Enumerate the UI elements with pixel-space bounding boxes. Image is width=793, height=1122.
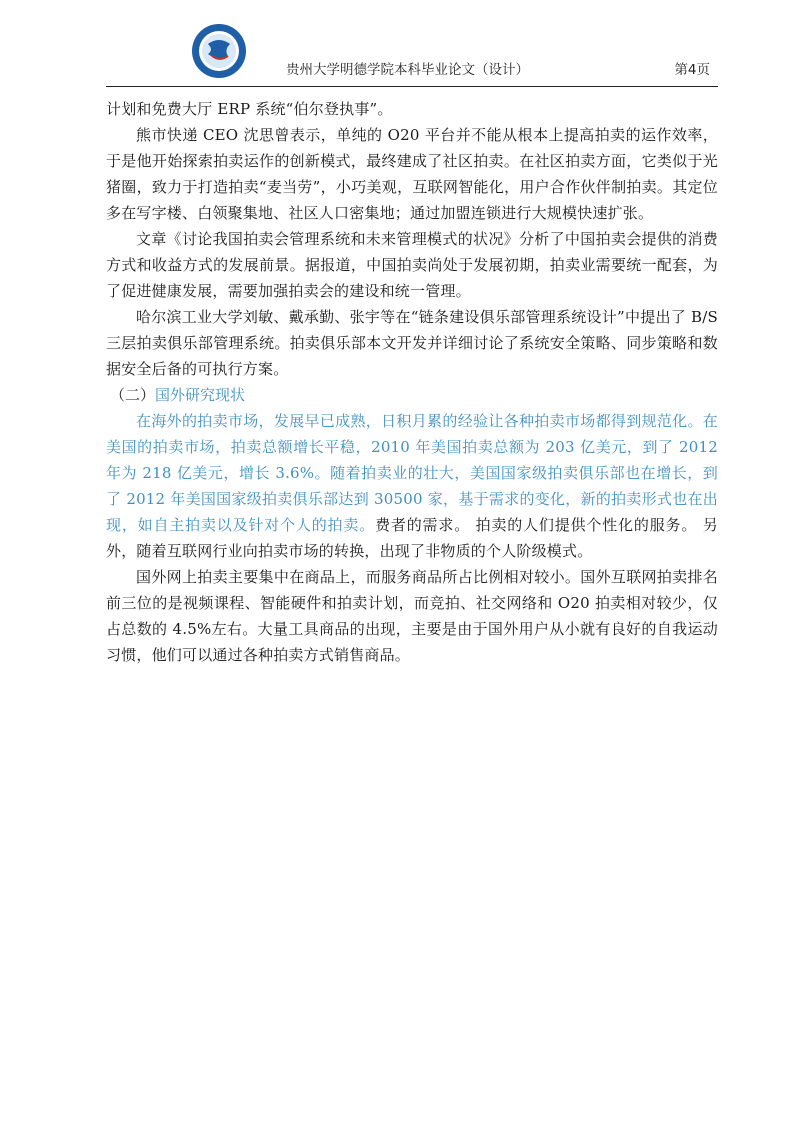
section-heading-text: 国外研究现状 xyxy=(155,386,246,404)
paragraph: 计划和免费大厅 ERP 系统“伯尔登执事”。 xyxy=(106,100,393,118)
paragraph: 熊市快递 CEO 沈思曾表示，单纯的 O20 平台并不能从根本上提高拍卖的运作效率，于是他开始探索拍卖运作的创新模式，最终建成了社区拍卖。在社区拍卖方面，它类似于光猪圈，致力于打造拍卖“麦当劳”，小巧美观，互联网智能化，用户合作伙伴制拍卖。其定位多在写字楼、白领聚集地、社区人口密集地；通过加盟连锁进行大规模快速扩张。 xyxy=(106,126,718,222)
paragraph: 国外网上拍卖主要集中在商品上，而服务商品所占比例相对较小。国外互联网拍卖排名前三位的是视频课程、智能硬件和拍卖计划，而竞拍、社交网络和 O20 拍卖相对较少，仅占总数的 4.5%左右。大量工具商品的出现，主要是由于国外用户从小就有良好的自我运动习惯，他们可以通过各种拍卖方式销售商品。 xyxy=(106,568,718,664)
section-heading-number: （二） xyxy=(110,386,156,404)
paragraph-text: 费者的需求。 拍卖的人们提供个性化的服务。 另外，随着互联网行业向拍卖市场的转换，出现了非物质的个人阶级模式。 xyxy=(106,516,718,560)
paragraph: 哈尔滨工业大学刘敏、戴承勤、张宇等在“链条建设俱乐部管理系统设计”中提出了 B/S 三层拍卖俱乐部管理系统。拍卖俱乐部本文开发并详细讨论了系统安全策略、同步策略和数据安全后备的可执行方案。 xyxy=(106,308,718,378)
university-logo-icon xyxy=(190,22,248,80)
header-title: 贵州大学明德学院本科毕业论文（设计） xyxy=(286,62,529,78)
highlighted-text: 在海外的拍卖市场，发展早已成熟，日积月累的经验让各种拍卖市场都得到规范化。在美国的拍卖市场，拍卖总额增长平稳，2010 年美国拍卖总额为 203 亿美元，到了 2012 年为 218 亿美元，增长 3.6%。随着拍卖业的壮大，美国国家级拍卖俱乐部也在增长，到了 2012 年美国国家级拍卖俱乐部达到 30500 家，基于需求的变化，新的拍卖形式也在出现，如自主拍卖以及针对个人的拍卖。 xyxy=(106,412,718,534)
page-header xyxy=(106,18,718,87)
document-body xyxy=(106,96,718,668)
paragraph: 文章《讨论我国拍卖会管理系统和未来管理模式的状况》分析了中国拍卖会提供的消费方式和收益方式的发展前景。据报道，中国拍卖尚处于发展初期，拍卖业需要统一配套，为了促进健康发展，需要加强拍卖会的建设和统一管理。 xyxy=(106,230,718,300)
page-number: 第4页 xyxy=(674,62,710,78)
paragraph xyxy=(106,408,718,564)
section-heading xyxy=(106,382,718,408)
